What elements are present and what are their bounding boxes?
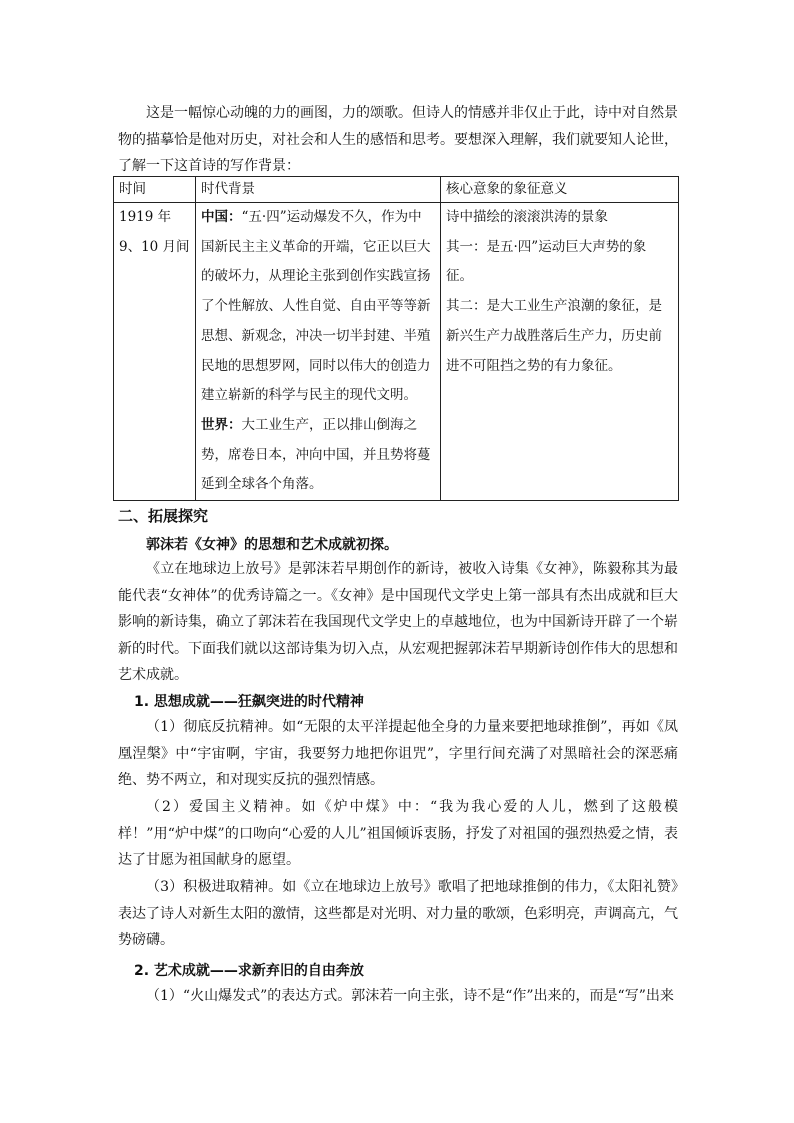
subheading-ideology: 1. 思想成就——狂飙突进的时代精神	[134, 694, 364, 710]
time-cell	[114, 203, 196, 501]
china-block	[201, 203, 435, 411]
header-symbol: 核心意象的象征意义	[441, 177, 679, 203]
section-subtitle: 郭沫若《女神》的思想和艺术成就初探。	[146, 537, 398, 553]
time-text: 1919 年 9、10 月间	[119, 209, 190, 255]
table-row	[114, 203, 679, 501]
intro-paragraph: 这是一幅惊心动魄的力的画图，力的颂歌。但诗人的情感并非仅止于此，诗中对自然景物的描摹恰是他对历史，对社会和人生的感悟和思考。要想深入理解，我们就要知人论世，了解一下这首诗的写作背景：	[118, 105, 678, 175]
symbol-cell	[441, 203, 679, 501]
china-label: 中国：	[201, 209, 242, 225]
world-text: 大工业生产，正以排山倒海之势，席卷日本，冲向中国，并且势将蔓延到全球各个角落。	[201, 416, 431, 493]
paragraph-patriotism: （2）爱国主义精神。如《炉中煤》中：“我为我心爱的人儿，燃到了这般模样！”用“炉中煤”的口吻向“心爱的人儿”祖国倾诉衷肠，抒发了对祖国的强烈热爱之情，表达了甘愿为祖国献身的愿望。	[118, 799, 678, 869]
table-header-row	[114, 177, 679, 203]
section-title: 二、拓展探究	[118, 507, 209, 525]
background-cell	[196, 203, 441, 501]
paragraph-rebellion: （1）彻底反抗精神。如“无限的太平洋提起他全身的力量来要把地球推倒”，再如《凤凰涅槃》中“宇宙啊，宇宙，我要努力地把你诅咒”，字里行间充满了对黑暗社会的深恶痛绝、势不两立，和对现实反抗的强烈情感。	[118, 719, 678, 789]
background-table	[113, 176, 679, 501]
header-time: 时间	[114, 177, 196, 203]
subheading-art: 2. 艺术成就——求新弃旧的自由奔放	[134, 963, 364, 979]
world-block	[201, 411, 435, 500]
section-intro-paragraph: 《立在地球边上放号》是郭沫若早期创作的新诗，被收入诗集《女神》，陈毅称其为最能代表“女神体”的优秀诗篇之一。《女神》是中国现代文学史上第一部具有杰出成就和巨大影响的新诗集，确立了郭沫若在我国现代文学史上的卓越地位，也为中国新诗开辟了一个崭新的时代。下面我们就以这部诗集为切入点，从宏观把握郭沫若早期新诗创作伟大的思想和艺术成就。	[118, 561, 678, 684]
symbol-line: 其一：是五·四”运动巨大声势的象征。	[446, 238, 647, 285]
paragraph-progress: （3）积极进取精神。如《立在地球边上放号》歌唱了把地球推倒的伟力，《太阳礼赞》表达了诗人对新生太阳的激情，这些都是对光明、对力量的歌颂，色彩明亮，声调高亢，气势磅礴。	[118, 879, 678, 949]
china-text: “五·四”运动爆发不久，作为中国新民主主义革命的开端，它正以巨大的破坏力，从理论主张到创作实践宣扬了个性解放、人性自觉、自由平等等新思想、新观念，冲决一切半封建、半殖民地的思想罗网，同时以伟大的创造力建立崭新的科学与民主的现代文明。	[201, 209, 431, 404]
world-label: 世界：	[201, 416, 242, 433]
header-background: 时代背景	[196, 177, 441, 203]
paragraph-volcano: （1）“火山爆发式”的表达方式。郭沫若一向主张，诗不是“作”出来的，而是“写”出来	[146, 988, 674, 1004]
symbol-line: 诗中描绘的滚滚洪涛的景象	[446, 209, 608, 225]
symbol-line: 其二：是大工业生产浪潮的象征，是新兴生产力战胜落后生产力，历史前进不可阻挡之势的有力象征。	[446, 298, 662, 374]
